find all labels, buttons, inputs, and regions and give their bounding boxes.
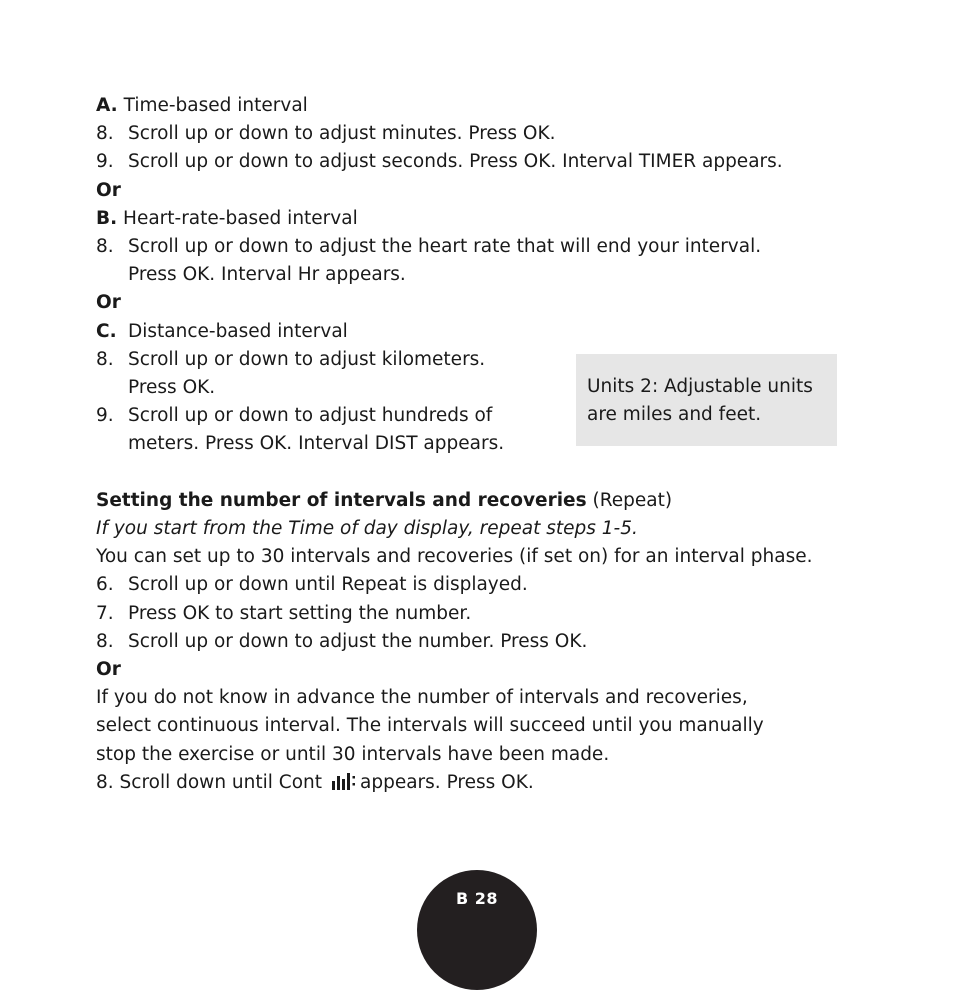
section-a-heading: A. Time-based interval (96, 95, 308, 116)
section-b-heading: B. Heart-rate-based interval (96, 208, 358, 229)
repeat-intro: You can set up to 30 intervals and recoveries (if set on) for an interval phase. (96, 546, 813, 567)
step-row: 6. Scroll up or down until Repeat is displayed. (96, 574, 528, 595)
or-label: Or (96, 180, 121, 201)
step-row-continued: meters. Press OK. Interval DIST appears. (128, 433, 505, 454)
paragraph-line: select continuous interval. The intervals will succeed until you manually (96, 715, 764, 736)
step-row: 8. Scroll up or down to adjust the number. Press OK. (96, 631, 588, 652)
step-row: 7. Press OK to start setting the number. (96, 603, 472, 624)
page-number-tab (417, 870, 537, 990)
paragraph-line: stop the exercise or until 30 intervals have been made. (96, 744, 610, 765)
step-row: 8. Scroll up or down to adjust kilometers. (96, 349, 486, 370)
continuous-step-line: 8. Scroll down until Cont appears. Press OK. (96, 772, 534, 796)
or-label: Or (96, 292, 121, 313)
units-note-box: Units 2: Adjustable units are miles and feet. (576, 354, 837, 446)
step-row: 9. Scroll up or down to adjust seconds. Press OK. Interval TIMER appears. (96, 151, 783, 172)
step-row: 9. Scroll up or down to adjust hundreds of (96, 405, 493, 426)
step-row: 8. Scroll up or down to adjust the heart rate that will end your interval. (96, 236, 762, 257)
paragraph-line: If you do not know in advance the number of intervals and recoveries, (96, 687, 748, 708)
repeat-section-heading: Setting the number of intervals and recoveries (Repeat) (96, 490, 673, 511)
or-label: Or (96, 659, 121, 680)
step-row: 8. Scroll up or down to adjust minutes. Press OK. (96, 123, 556, 144)
section-c-heading: C. Distance-based interval (96, 321, 348, 342)
step-row-continued: Press OK. Interval Hr appears. (128, 264, 406, 285)
continuous-interval-icon (332, 773, 356, 796)
step-row-continued: Press OK. (128, 377, 216, 398)
page-number: B 28 (455, 889, 499, 908)
repeat-italic-note: If you start from the Time of day display, repeat steps 1-5. (96, 518, 638, 539)
